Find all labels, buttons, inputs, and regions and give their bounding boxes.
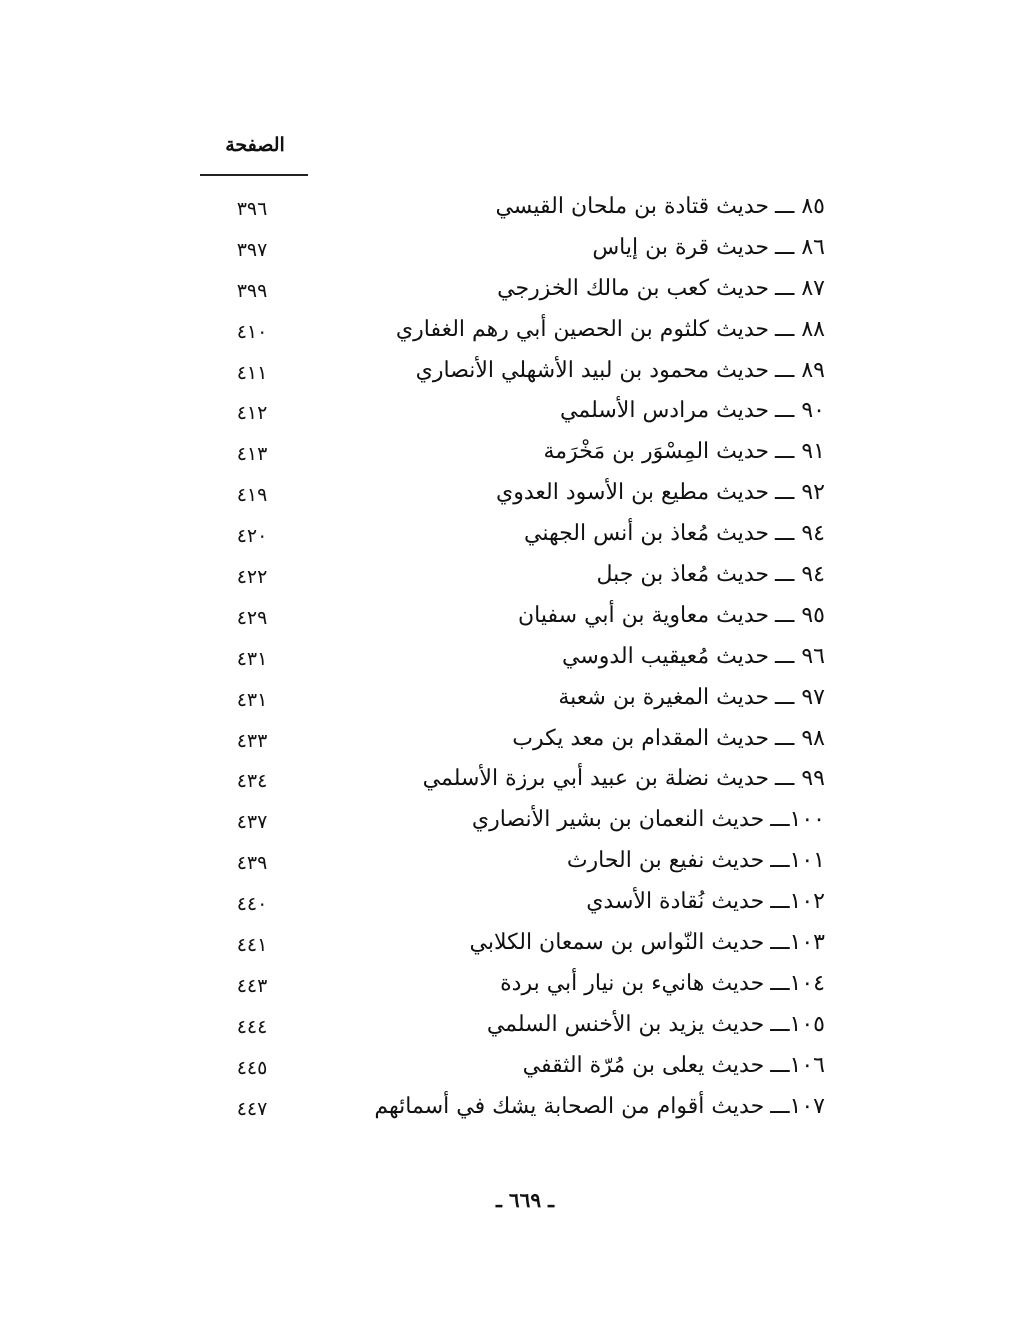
toc-entry-page: ٤٤٣ [236,974,268,997]
toc-entry-title: ١٠٣ـــحديث النّواس بن سمعان الكلابي [469,930,825,956]
toc-entry-title: ٩٢ ـــحديث مطيع بن الأسود العدوي [496,480,825,506]
toc-entry-title: ٩١ ـــحديث المِسْوَر بن مَخْرَمة [543,439,825,465]
toc-entry-title: ٩٩ ـــحديث نضلة بن عبيد أبي برزة الأسلمي [422,766,825,792]
toc-entry-page: ٤٣١ [236,647,268,670]
toc-entry-page: ٣٩٩ [236,279,268,302]
toc-entry-number: ٩٤ ـــ [775,521,825,547]
toc-entry-page: ٤٣٤ [236,770,268,793]
toc-entry-number: ٩٢ ـــ [775,480,825,506]
toc-row [200,272,825,313]
toc-entry-title: ١٠٠ـــحديث النعمان بن بشير الأنصاري [471,807,825,833]
toc-entry-title: ٩٦ ـــحديث مُعيقيب الدوسي [561,643,825,669]
toc-entry-title: ٩٤ ـــحديث مُعاذ بن أنس الجهني [523,521,825,547]
toc-entry-number: ٩٧ ـــ [775,684,825,710]
toc-entry-number: ١٠٥ـــ [770,1011,825,1037]
toc-entry-page: ٤١٠ [236,320,268,343]
toc-entry-number: ٨٧ ـــ [775,275,825,301]
toc-entry-page: ٤٤٧ [236,1097,268,1120]
toc-entry-page: ٤٣٣ [236,729,268,752]
toc-row [200,844,825,885]
toc-entry-page: ٤٣٧ [236,811,268,834]
toc-entry-page: ٤١١ [236,361,268,384]
toc-row [200,394,825,435]
toc-entry-page: ٤١٣ [236,443,268,466]
toc-entry-page: ٤١٩ [236,484,268,507]
toc-row [200,190,825,231]
toc-entry-title: ١٠٥ـــحديث يزيد بن الأخنس السلمي [486,1011,825,1037]
toc-entry-title: ١٠٦ـــحديث يعلى بن مُرّة الثقفي [522,1052,825,1078]
toc-entry-number: ٩٥ ـــ [775,602,825,628]
toc-row [200,1090,825,1131]
toc-entry-title: ١٠١ـــحديث نفيع بن الحارث [566,848,825,874]
toc-entry-number: ٩٤ ـــ [775,562,825,588]
toc-entry-title: ٨٦ ـــحديث قرة بن إياس [592,234,825,260]
toc-entry-number: ٨٦ ـــ [775,234,825,260]
toc-entry-number: ٩٦ ـــ [775,643,825,669]
toc-entry-page: ٤٤٥ [236,1056,268,1079]
toc-entry-page: ٤٢٩ [236,606,268,629]
toc-entry-title: ١٠٢ـــحديث نُقادة الأسدي [586,889,825,915]
page-number-footer: ـ ٦٦٩ ـ [496,1188,554,1212]
toc-row [200,1049,825,1090]
toc-row [200,435,825,476]
toc-entry-number: ٩٩ ـــ [775,766,825,792]
toc-entry-number: ٨٩ ـــ [775,357,825,383]
page-column-header: الصفحة [225,134,285,156]
toc-entry-title: ٩٥ ـــحديث معاوية بن أبي سفيان [518,602,825,628]
toc-entry-number: ١٠٧ـــ [770,1093,825,1119]
toc-row [200,967,825,1008]
toc-row [200,762,825,803]
header-divider [200,174,308,176]
toc-row [200,926,825,967]
toc-entry-number: ١٠١ـــ [770,848,825,874]
toc-entry-title: ٨٩ ـــحديث محمود بن لبيد الأشهلي الأنصاري [415,357,825,383]
toc-entry-page: ٤٣١ [236,688,268,711]
toc-row [200,599,825,640]
toc-entry-page: ٣٩٦ [236,198,268,220]
toc-entry-number: ٩٠ ـــ [775,398,825,424]
toc-entry-number: ١٠٣ـــ [770,930,825,956]
toc-entry-title: ٩٨ ـــحديث المقدام بن معد يكرب [512,725,825,751]
toc-entry-number: ١٠٢ـــ [770,889,825,915]
toc-row [200,313,825,354]
toc-row [200,722,825,763]
toc-entry-title: ٩٧ ـــحديث المغيرة بن شعبة [558,684,825,710]
toc-row [200,681,825,722]
toc-entry-title: ٩٤ ـــحديث مُعاذ بن جبل [596,562,825,588]
toc-entry-title: ١٠٧ـــحديث أقوام من الصحابة يشك في أسمائهم [374,1093,825,1119]
toc-entry-title: ٨٧ ـــحديث كعب بن مالك الخزرجي [497,275,825,301]
toc-entry-number: ١٠٠ـــ [770,807,825,833]
toc-row [200,558,825,599]
toc-entry-number: ١٠٤ـــ [770,970,825,996]
toc-row [200,231,825,272]
toc-entry-title: ٨٨ ـــحديث كلثوم بن الحصين أبي رهم الغفاري [395,316,825,342]
toc-entry-page: ٤٤٤ [236,1015,268,1038]
toc-entry-title: ١٠٤ـــحديث هانيء بن نيار أبي بردة [500,970,825,996]
toc-entry-page: ٤٤٠ [236,893,268,916]
toc-entry-number: ٩١ ـــ [775,439,825,465]
toc-entry-page: ٣٩٧ [236,238,268,261]
toc-entry-number: ١٠٦ـــ [770,1052,825,1078]
toc-row [200,354,825,395]
toc-entry-number: ٨٥ ـــ [775,194,825,219]
toc-entry-page: ٤٢٢ [236,566,268,589]
toc-row [200,640,825,681]
toc-entry-number: ٩٨ ـــ [775,725,825,751]
toc-entry-number: ٨٨ ـــ [775,316,825,342]
toc-row [200,1008,825,1049]
toc-entry-title: ٨٥ ـــحديث قتادة بن ملحان القيسي [495,194,825,219]
toc-entry-page: ٤٣٩ [236,852,268,875]
toc-entry-page: ٤٤١ [236,934,268,957]
table-of-contents [200,190,825,1130]
toc-row [200,476,825,517]
toc-entry-page: ٤٢٠ [236,525,268,548]
toc-entry-page: ٤١٢ [236,402,268,425]
toc-row [200,885,825,926]
toc-entry-title: ٩٠ ـــحديث مرادس الأسلمي [560,398,825,424]
toc-row [200,517,825,558]
toc-row [200,803,825,844]
